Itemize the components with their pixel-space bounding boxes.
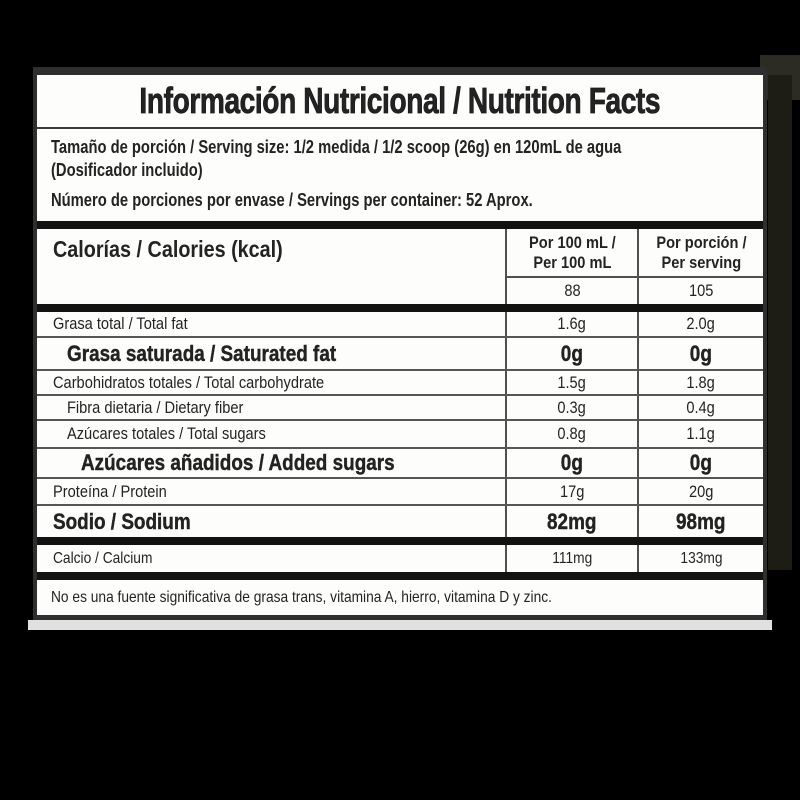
column-header-per-serving: Por porción / Per serving <box>637 229 763 276</box>
column-header-per-100ml: Por 100 mL / Per 100 mL <box>505 229 637 276</box>
row-label: Calcio / Calcium <box>53 549 153 567</box>
row-value-per-serving: 1.8g <box>637 371 763 394</box>
row-label: Fibra dietaria / Dietary fiber <box>67 397 244 417</box>
table-row-added-sugars <box>37 447 763 477</box>
table-row-saturated-fat <box>37 336 763 369</box>
row-value-per-100ml: 0g <box>505 449 637 477</box>
calories-value-per-serving: 105 <box>637 276 763 304</box>
row-label: Azúcares añadidos / Added sugars <box>81 450 395 475</box>
table-row-total-carbohydrate <box>37 369 763 394</box>
row-value-per-100ml: 17g <box>505 479 637 504</box>
row-value-per-100ml: 0g <box>505 338 637 369</box>
footnote: No es una fuente significativa de grasa trans, vitamina A, hierro, vitamina D y zinc. <box>51 588 552 606</box>
table-row-calcium <box>37 545 763 572</box>
thick-divider <box>37 537 763 545</box>
row-label: Carbohidratos totales / Total carbohydrate <box>53 372 325 392</box>
table-row-total-fat <box>37 312 763 336</box>
table-row-protein <box>37 477 763 504</box>
row-value-per-serving: 20g <box>637 479 763 504</box>
calories-label: Calorías / Calories (kcal) <box>53 236 283 262</box>
row-label: Azúcares totales / Total sugars <box>67 424 266 443</box>
row-label: Proteína / Protein <box>53 481 167 501</box>
row-value-per-100ml: 0.3g <box>505 396 637 419</box>
label-shadow <box>28 620 772 630</box>
row-value-per-100ml: 82mg <box>505 506 637 537</box>
thick-divider <box>37 304 763 312</box>
calories-value-per-100ml: 88 <box>505 276 637 304</box>
row-value-per-100ml: 0.8g <box>505 421 637 447</box>
page-title: Información Nutricional / Nutrition Facts <box>139 80 661 121</box>
table-row-sodium <box>37 504 763 537</box>
thick-divider <box>37 572 763 580</box>
thick-divider <box>37 221 763 229</box>
table-row-total-sugars <box>37 419 763 447</box>
nutrition-label <box>33 67 767 620</box>
serving-size-line-1: Tamaño de porción / Serving size: 1/2 medida / 1/2 scoop (26g) en 120mL de agua <box>51 137 622 157</box>
row-label: Grasa total / Total fat <box>53 314 188 333</box>
row-value-per-serving: 1.1g <box>637 421 763 447</box>
row-value-per-serving: 0g <box>637 338 763 369</box>
servings-per-container: Número de porciones por envase / Servings per container: 52 Aprox. <box>51 190 533 210</box>
row-value-per-100ml: 111mg <box>505 545 637 572</box>
row-value-per-serving: 0.4g <box>637 396 763 419</box>
row-label: Sodio / Sodium <box>53 508 191 534</box>
table-row-dietary-fiber <box>37 394 763 419</box>
row-value-per-serving: 133mg <box>637 545 763 572</box>
row-value-per-serving: 0g <box>637 449 763 477</box>
serving-info-section <box>37 129 763 221</box>
row-value-per-serving: 98mg <box>637 506 763 537</box>
calories-section <box>37 229 763 304</box>
label-header <box>37 75 763 129</box>
background-artifact <box>768 75 792 570</box>
serving-size-line-2: (Dosificador incluido) <box>51 160 203 180</box>
row-value-per-serving: 2.0g <box>637 312 763 336</box>
nutrition-label-wrap <box>33 67 767 630</box>
row-value-per-100ml: 1.6g <box>505 312 637 336</box>
row-label: Grasa saturada / Saturated fat <box>67 340 337 366</box>
row-value-per-100ml: 1.5g <box>505 371 637 394</box>
